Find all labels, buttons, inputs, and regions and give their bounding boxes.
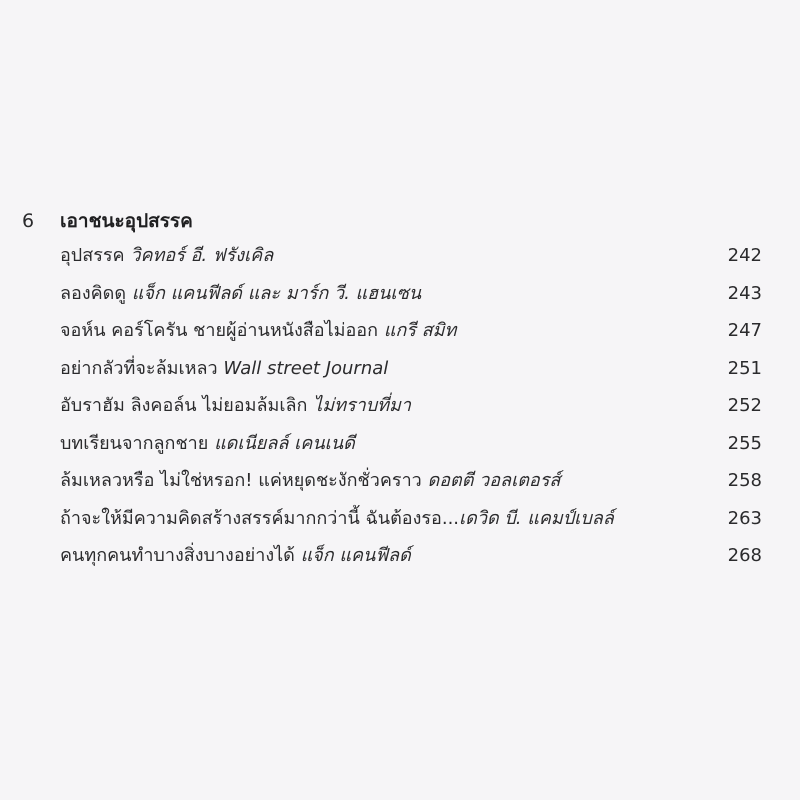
- entry-page-number: 255: [727, 432, 762, 454]
- entry-author: วิคทอร์ อี. ฟรังเคิล: [130, 245, 274, 266]
- entry-author: แจ็ก แคนฟีลด์ และ มาร์ก วี. แฮนเซน: [131, 282, 422, 304]
- entry-page-number: 251: [727, 357, 762, 379]
- entry-title: อุปสรรค: [60, 245, 125, 266]
- toc-entry: [60, 278, 762, 316]
- chapter-number: 6: [22, 210, 35, 232]
- entry-title: บทเรียนจากลูกชาย: [60, 432, 209, 454]
- entry-title: คนทุกคนทำบางสิ่งบางอย่างได้: [60, 545, 295, 566]
- entry-author: ดอตตี วอลเตอรส์: [427, 470, 561, 491]
- entry-page-number: 247: [727, 320, 762, 341]
- entry-title: อับราฮัม ลิงคอล์น ไม่ยอมล้มเลิก: [60, 395, 308, 416]
- chapter-title: เอาชนะอุปสรรค: [60, 210, 193, 232]
- toc-entry: [60, 353, 762, 391]
- entry-page-number: 258: [727, 470, 762, 491]
- toc-entries: [22, 240, 762, 578]
- toc-entry: [60, 465, 762, 503]
- entry-page-number: 252: [727, 395, 762, 416]
- entry-author: แกรี สมิท: [383, 320, 457, 341]
- entry-page-number: 263: [727, 507, 762, 529]
- entry-title: ลองคิดดู: [60, 282, 127, 304]
- entry-author: แดเนียลล์ เคนเนดี: [214, 432, 355, 454]
- toc-entry: [60, 390, 762, 428]
- toc-entry: [60, 315, 762, 353]
- entry-author: Wall street Journal: [223, 357, 389, 379]
- toc-entry: [60, 503, 762, 541]
- entry-author: แจ็ก แคนฟีลด์: [300, 545, 411, 566]
- entry-page-number: 243: [727, 282, 762, 304]
- toc-entry: [60, 428, 762, 466]
- toc-entry: [60, 240, 762, 278]
- table-of-contents: [22, 206, 762, 578]
- entry-author: เดวิด บี. แคมป์เบลล์: [459, 507, 614, 529]
- entry-author: ไม่ทราบที่มา: [313, 395, 411, 416]
- entry-page-number: 268: [727, 545, 762, 566]
- toc-entry: [60, 540, 762, 578]
- entry-page-number: 242: [727, 245, 762, 266]
- entry-title: อย่ากลัวที่จะล้มเหลว: [60, 357, 218, 379]
- entry-title: ถ้าจะให้มีความคิดสร้างสรรค์มากกว่านี้ ฉันต้องรอ...: [60, 507, 460, 529]
- chapter-heading: [22, 206, 762, 240]
- entry-title: จอห์น คอร์โครัน ชายผู้อ่านหนังสือไม่ออก: [60, 320, 379, 341]
- entry-title: ล้มเหลวหรือ ไม่ใช่หรอก! แค่หยุดชะงักชั่วคราว: [60, 470, 422, 491]
